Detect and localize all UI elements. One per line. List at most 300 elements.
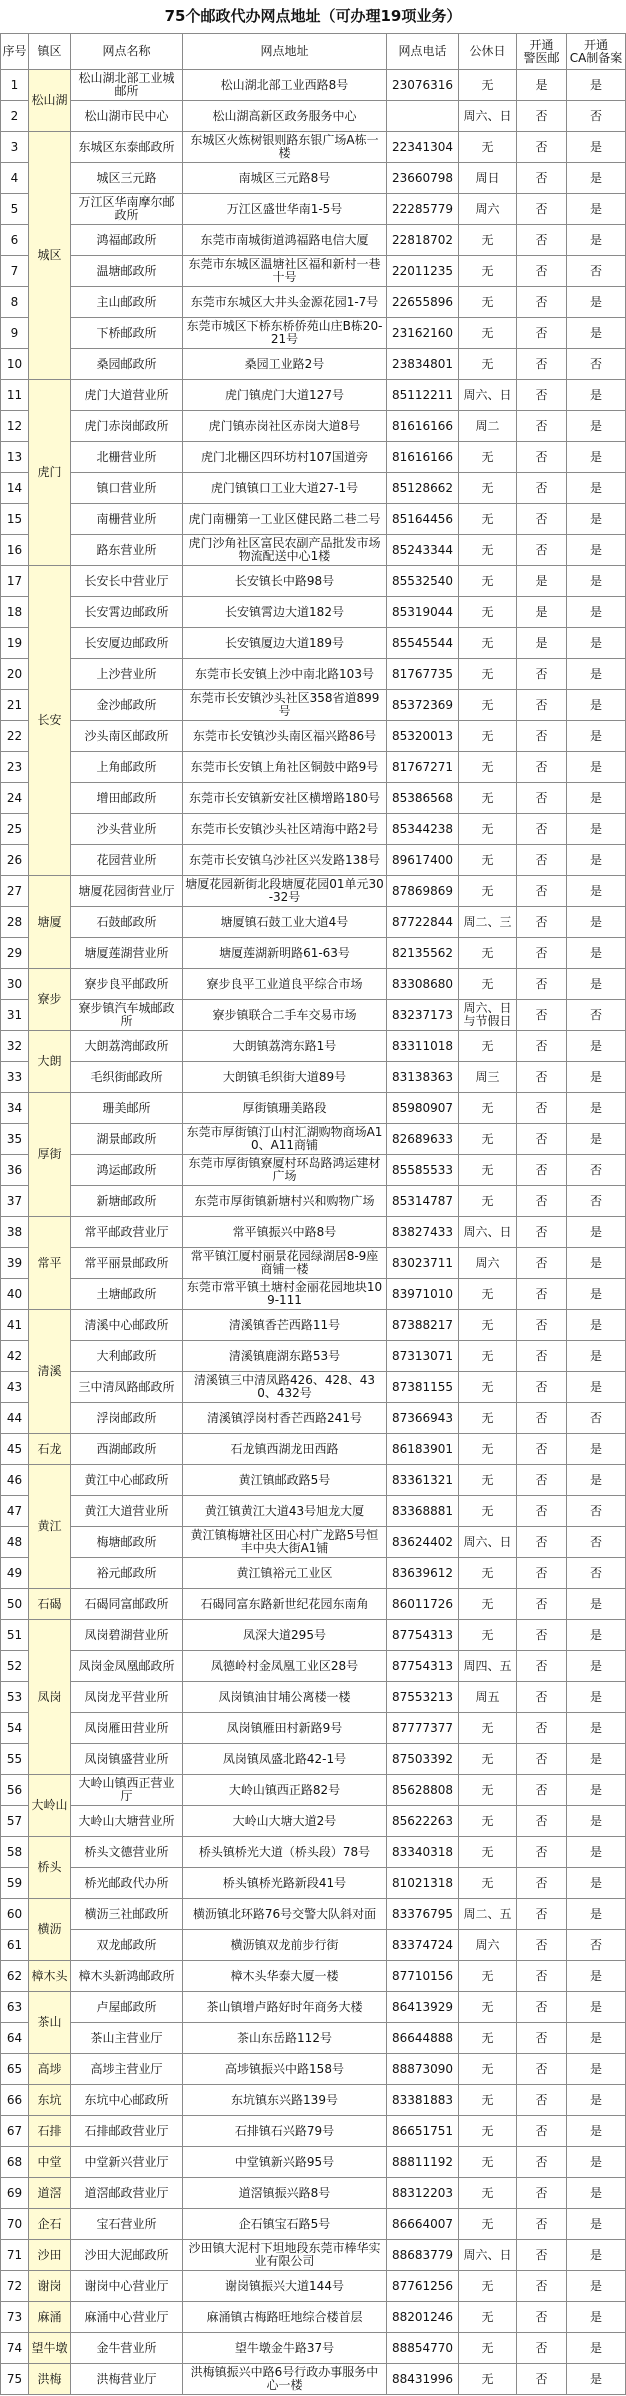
cell-police-medical-mail: 否 [517,1620,567,1651]
cell-police-medical-mail: 否 [517,938,567,969]
cell-name: 黄江中心邮政所 [71,1465,183,1496]
cell-no: 46 [1,1465,29,1496]
table-row [1,1744,626,1775]
cell-rest-day: 无 [459,2147,517,2178]
cell-name: 花园营业所 [71,845,183,876]
cell-police-medical-mail: 否 [517,256,567,287]
cell-name: 高埗主营业厅 [71,2054,183,2085]
cell-name: 镇口营业所 [71,473,183,504]
cell-ca-filing: 是 [567,1837,626,1868]
cell-no: 72 [1,2271,29,2302]
cell-address: 清溪镇三中清凤路426、428、430、432号 [183,1372,387,1403]
header-police-medical-mail [517,34,567,70]
cell-phone: 85314787 [387,1186,459,1217]
cell-rest-day: 无 [459,2054,517,2085]
cell-name: 松山湖北部工业城邮所 [71,70,183,101]
cell-address: 石排镇石兴路79号 [183,2116,387,2147]
cell-no: 67 [1,2116,29,2147]
header-town: 镇区 [29,34,71,70]
cell-name: 宝石营业所 [71,2209,183,2240]
cell-name: 洪梅营业厅 [71,2364,183,2395]
table-row [1,2054,626,2085]
outlet-table [0,33,626,2395]
cell-address: 麻涌镇古梅路旺地综合楼首层 [183,2302,387,2333]
table-row [1,2085,626,2116]
cell-name: 北栅营业所 [71,442,183,473]
table-row [1,70,626,101]
cell-address: 虎门镇镇口工业大道27-1号 [183,473,387,504]
table-row [1,1248,626,1279]
cell-rest-day: 周六 [459,194,517,225]
table-row [1,1124,626,1155]
cell-rest-day: 无 [459,783,517,814]
cell-town: 桥头 [29,1837,71,1899]
cell-phone: 86413929 [387,1992,459,2023]
cell-police-medical-mail: 否 [517,752,567,783]
cell-ca-filing: 是 [567,2116,626,2147]
cell-phone: 88811192 [387,2147,459,2178]
cell-ca-filing: 是 [567,2333,626,2364]
cell-rest-day: 周五 [459,1682,517,1713]
cell-police-medical-mail: 否 [517,2054,567,2085]
cell-ca-filing: 是 [567,163,626,194]
cell-town: 厚街 [29,1093,71,1217]
cell-no: 63 [1,1992,29,2023]
cell-ca-filing: 否 [567,1186,626,1217]
cell-name: 大利邮政所 [71,1341,183,1372]
cell-rest-day: 无 [459,938,517,969]
cell-police-medical-mail: 否 [517,1992,567,2023]
cell-address: 常平镇江厦村丽景花园绿湖居8-9座商铺一楼 [183,1248,387,1279]
cell-phone: 22011235 [387,256,459,287]
cell-ca-filing: 是 [567,566,626,597]
cell-address: 寮步良平工业道良平综合市场 [183,969,387,1000]
cell-town: 樟木头 [29,1961,71,1992]
cell-ca-filing: 是 [567,969,626,1000]
cell-address: 常平镇振兴中路8号 [183,1217,387,1248]
cell-police-medical-mail: 是 [517,628,567,659]
cell-rest-day: 无 [459,1558,517,1589]
cell-phone: 88683779 [387,2240,459,2271]
cell-phone: 85243344 [387,535,459,566]
cell-town: 望牛墩 [29,2333,71,2364]
header-phone: 网点电话 [387,34,459,70]
cell-phone: 83311018 [387,1031,459,1062]
cell-no: 10 [1,349,29,380]
cell-town: 沙田 [29,2240,71,2271]
cell-phone: 86644888 [387,2023,459,2054]
cell-address: 塘厦镇石鼓工业大道4号 [183,907,387,938]
cell-town: 石碣 [29,1589,71,1620]
cell-phone: 83381883 [387,2085,459,2116]
cell-address: 桥头镇桥光路新段41号 [183,1868,387,1899]
cell-police-medical-mail: 否 [517,504,567,535]
cell-no: 25 [1,814,29,845]
cell-address: 东莞市厚街镇寮厦村环岛路鸿运建材广场 [183,1155,387,1186]
cell-no: 11 [1,380,29,411]
table-row [1,349,626,380]
table-header [1,34,626,70]
cell-no: 58 [1,1837,29,1868]
cell-phone: 81616166 [387,411,459,442]
table-row [1,1527,626,1558]
cell-ca-filing: 是 [567,2085,626,2116]
cell-rest-day: 无 [459,690,517,721]
cell-address: 厚街镇珊美路段 [183,1093,387,1124]
cell-police-medical-mail: 否 [517,721,567,752]
cell-address: 黄江镇梅塘社区田心村广龙路5号恒丰中央大街A1铺 [183,1527,387,1558]
cell-phone: 87503392 [387,1744,459,1775]
cell-town: 清溪 [29,1310,71,1434]
cell-name: 石排邮政营业厅 [71,2116,183,2147]
cell-ca-filing: 是 [567,1713,626,1744]
cell-phone: 83827433 [387,1217,459,1248]
cell-ca-filing: 是 [567,1868,626,1899]
cell-address: 洪梅镇振兴中路6号行政办事服务中心一楼 [183,2364,387,2395]
cell-no: 20 [1,659,29,690]
cell-town: 凤岗 [29,1620,71,1775]
cell-name: 东坑中心邮政所 [71,2085,183,2116]
cell-name: 松山湖市民中心 [71,101,183,132]
cell-rest-day: 无 [459,70,517,101]
cell-rest-day: 无 [459,2302,517,2333]
cell-address: 虎门南栅第一工业区健民路二巷二号 [183,504,387,535]
cell-name: 茶山主营业厅 [71,2023,183,2054]
table-row [1,101,626,132]
cell-phone: 81767271 [387,752,459,783]
cell-address: 谢岗镇振兴大道144号 [183,2271,387,2302]
cell-police-medical-mail: 否 [517,2178,567,2209]
cell-ca-filing: 是 [567,1589,626,1620]
cell-no: 32 [1,1031,29,1062]
cell-phone: 87754313 [387,1651,459,1682]
cell-name: 长安霄边邮政所 [71,597,183,628]
cell-no: 12 [1,411,29,442]
cell-name: 下桥邮政所 [71,318,183,349]
cell-name: 梅塘邮政所 [71,1527,183,1558]
cell-no: 61 [1,1930,29,1961]
cell-name: 黄江大道营业所 [71,1496,183,1527]
table-row [1,1992,626,2023]
cell-phone: 23076316 [387,70,459,101]
page-title: 75个邮政代办网点地址（可办理19项业务） [164,7,462,25]
cell-police-medical-mail: 否 [517,2271,567,2302]
cell-no: 41 [1,1310,29,1341]
cell-rest-day: 无 [459,1837,517,1868]
cell-ca-filing: 是 [567,1992,626,2023]
cell-town: 大朗 [29,1031,71,1093]
cell-name: 石碣同富邮政所 [71,1589,183,1620]
table-row [1,1279,626,1310]
cell-phone: 83374724 [387,1930,459,1961]
table-row [1,2333,626,2364]
cell-address: 东莞市长安镇乌沙社区兴发路138号 [183,845,387,876]
cell-ca-filing: 是 [567,318,626,349]
cell-police-medical-mail: 否 [517,442,567,473]
cell-police-medical-mail: 否 [517,1899,567,1930]
cell-address: 石龙镇西湖龙田西路 [183,1434,387,1465]
cell-rest-day: 无 [459,1093,517,1124]
cell-police-medical-mail: 否 [517,2116,567,2147]
cell-phone: 85372369 [387,690,459,721]
cell-police-medical-mail: 否 [517,380,567,411]
cell-rest-day: 无 [459,969,517,1000]
table-row [1,566,626,597]
cell-no: 36 [1,1155,29,1186]
cell-rest-day: 无 [459,473,517,504]
cell-name: 横沥三社邮政所 [71,1899,183,1930]
cell-no: 23 [1,752,29,783]
cell-ca-filing: 是 [567,1124,626,1155]
cell-phone: 87313071 [387,1341,459,1372]
table-row [1,752,626,783]
table-row [1,1465,626,1496]
table-row [1,380,626,411]
cell-phone: 81767735 [387,659,459,690]
cell-name: 万江区华南摩尔邮政所 [71,194,183,225]
cell-no: 29 [1,938,29,969]
cell-no: 15 [1,504,29,535]
cell-no: 53 [1,1682,29,1713]
cell-ca-filing: 是 [567,938,626,969]
cell-phone: 83023711 [387,1248,459,1279]
cell-name: 凤岗碧湖营业所 [71,1620,183,1651]
cell-police-medical-mail: 否 [517,1558,567,1589]
cell-name: 塘厦花园街营业厅 [71,876,183,907]
cell-rest-day: 无 [459,1124,517,1155]
table-row [1,504,626,535]
cell-phone: 85128662 [387,473,459,504]
cell-no: 38 [1,1217,29,1248]
table-row [1,845,626,876]
table-row [1,2178,626,2209]
cell-phone: 83237173 [387,1000,459,1031]
cell-name: 凤岗雁田营业所 [71,1713,183,1744]
table-row [1,256,626,287]
cell-no: 62 [1,1961,29,1992]
cell-name: 虎门赤岗邮政所 [71,411,183,442]
cell-police-medical-mail: 否 [517,225,567,256]
cell-name: 上角邮政所 [71,752,183,783]
cell-police-medical-mail: 否 [517,1961,567,1992]
cell-ca-filing: 是 [567,1806,626,1837]
cell-address: 东莞市常平镇土塘村金丽花园地块109-111 [183,1279,387,1310]
cell-rest-day: 无 [459,1434,517,1465]
cell-rest-day: 无 [459,876,517,907]
cell-no: 16 [1,535,29,566]
cell-address: 石碣同富东路新世纪花园东南角 [183,1589,387,1620]
table-row [1,1093,626,1124]
cell-address: 凤深大道295号 [183,1620,387,1651]
table-row [1,938,626,969]
cell-name: 大岭山镇西正营业厅 [71,1775,183,1806]
cell-no: 24 [1,783,29,814]
cell-address: 东莞市城区下桥东桥侨苑山庄B栋20-21号 [183,318,387,349]
cell-town: 大岭山 [29,1775,71,1837]
table-row [1,1682,626,1713]
cell-no: 65 [1,2054,29,2085]
cell-no: 73 [1,2302,29,2333]
table-row [1,783,626,814]
cell-police-medical-mail: 否 [517,1093,567,1124]
table-row [1,690,626,721]
cell-address: 桥头镇桥光大道（桥头段）78号 [183,1837,387,1868]
cell-rest-day: 无 [459,1620,517,1651]
cell-no: 57 [1,1806,29,1837]
cell-rest-day: 无 [459,752,517,783]
cell-phone: 82135562 [387,938,459,969]
cell-name: 沙田大泥邮政所 [71,2240,183,2271]
cell-ca-filing: 是 [567,814,626,845]
cell-name: 鸿福邮政所 [71,225,183,256]
cell-name: 鸿运邮政所 [71,1155,183,1186]
cell-ca-filing: 是 [567,628,626,659]
cell-town: 洪梅 [29,2364,71,2395]
cell-police-medical-mail: 否 [517,1713,567,1744]
cell-phone: 85585533 [387,1155,459,1186]
cell-rest-day: 无 [459,1310,517,1341]
cell-no: 6 [1,225,29,256]
cell-no: 9 [1,318,29,349]
cell-police-medical-mail: 否 [517,1403,567,1434]
cell-phone: 87761256 [387,2271,459,2302]
cell-address: 长安镇厦边大道189号 [183,628,387,659]
table-row [1,411,626,442]
cell-ca-filing: 是 [567,1062,626,1093]
cell-rest-day: 无 [459,1465,517,1496]
table-row [1,876,626,907]
cell-police-medical-mail: 否 [517,2364,567,2395]
cell-address: 茶山东岳路112号 [183,2023,387,2054]
table-row [1,1775,626,1806]
cell-name: 谢岗中心营业厅 [71,2271,183,2302]
cell-police-medical-mail: 否 [517,1341,567,1372]
table-row [1,1372,626,1403]
cell-police-medical-mail: 否 [517,1248,567,1279]
cell-town: 黄江 [29,1465,71,1589]
cell-phone: 81021318 [387,1868,459,1899]
cell-police-medical-mail: 否 [517,1837,567,1868]
cell-ca-filing: 是 [567,659,626,690]
table-row [1,2302,626,2333]
cell-police-medical-mail: 否 [517,411,567,442]
cell-rest-day: 无 [459,2085,517,2116]
table-row [1,2116,626,2147]
cell-phone: 86183901 [387,1434,459,1465]
cell-address: 道滘镇振兴路8号 [183,2178,387,2209]
cell-police-medical-mail: 否 [517,969,567,1000]
cell-town: 松山湖 [29,70,71,132]
cell-phone: 22655896 [387,287,459,318]
cell-address: 东莞市厚街镇新塘村兴和购物广场 [183,1186,387,1217]
cell-no: 26 [1,845,29,876]
table-row [1,2023,626,2054]
cell-town: 石排 [29,2116,71,2147]
table-row [1,225,626,256]
header-name: 网点名称 [71,34,183,70]
table-row [1,318,626,349]
table-row [1,163,626,194]
cell-no: 40 [1,1279,29,1310]
cell-phone: 87722844 [387,907,459,938]
table-body [1,70,626,2395]
cell-phone: 83376795 [387,1899,459,1930]
header-ca-filing-line1: 开通 [583,37,608,52]
header-ca-filing-line2: CA制备案 [569,50,623,65]
cell-police-medical-mail: 是 [517,566,567,597]
cell-phone: 89617400 [387,845,459,876]
cell-ca-filing: 是 [567,2271,626,2302]
cell-ca-filing: 否 [567,101,626,132]
cell-rest-day: 无 [459,1031,517,1062]
cell-address: 大岭山镇西正路82号 [183,1775,387,1806]
table-row [1,1868,626,1899]
cell-phone: 85344238 [387,814,459,845]
cell-name: 浮岗邮政所 [71,1403,183,1434]
cell-rest-day: 周六、日与节假日 [459,1000,517,1031]
cell-rest-day: 无 [459,225,517,256]
table-row [1,1899,626,1930]
cell-no: 37 [1,1186,29,1217]
cell-address: 清溪镇香芒西路11号 [183,1310,387,1341]
cell-no: 54 [1,1713,29,1744]
cell-no: 43 [1,1372,29,1403]
cell-address: 松山湖高新区政务服务中心 [183,101,387,132]
cell-name: 金牛营业所 [71,2333,183,2364]
cell-ca-filing: 是 [567,2364,626,2395]
cell-name: 增田邮政所 [71,783,183,814]
cell-ca-filing: 是 [567,380,626,411]
cell-address: 万江区盛世华南1-5号 [183,194,387,225]
cell-phone: 22818702 [387,225,459,256]
cell-no: 28 [1,907,29,938]
cell-name: 寮步良平邮政所 [71,969,183,1000]
cell-address: 塘厦花园新街北段塘厦花园01单元30-32号 [183,876,387,907]
cell-ca-filing: 是 [567,1465,626,1496]
cell-no: 8 [1,287,29,318]
cell-address: 东莞市长安镇上角社区铜鼓中路9号 [183,752,387,783]
cell-name: 塘厦莲湖营业所 [71,938,183,969]
cell-address: 沙田镇大泥村下坦地段东莞市棒华实业有限公司 [183,2240,387,2271]
cell-phone [387,101,459,132]
cell-rest-day: 无 [459,2023,517,2054]
cell-phone: 87553213 [387,1682,459,1713]
cell-ca-filing: 是 [567,721,626,752]
cell-town: 石龙 [29,1434,71,1465]
cell-ca-filing: 否 [567,1403,626,1434]
cell-address: 东莞市长安镇上沙中南北路103号 [183,659,387,690]
cell-phone: 85980907 [387,1093,459,1124]
cell-address: 凤岗镇油甘埔公离楼一楼 [183,1682,387,1713]
cell-ca-filing: 否 [567,1527,626,1558]
table-row [1,1155,626,1186]
cell-name: 主山邮政所 [71,287,183,318]
cell-police-medical-mail: 否 [517,349,567,380]
cell-phone: 83368881 [387,1496,459,1527]
cell-ca-filing: 否 [567,1496,626,1527]
cell-name: 寮步镇汽车城邮政所 [71,1000,183,1031]
cell-address: 虎门北栅区四环坊村107国道旁 [183,442,387,473]
cell-rest-day: 无 [459,2116,517,2147]
cell-name: 路东营业所 [71,535,183,566]
cell-rest-day: 无 [459,1341,517,1372]
cell-address: 中堂镇新兴路95号 [183,2147,387,2178]
cell-name: 樟木头新鸿邮政所 [71,1961,183,1992]
table-row [1,628,626,659]
cell-rest-day: 无 [459,2271,517,2302]
table-row [1,1403,626,1434]
cell-no: 45 [1,1434,29,1465]
